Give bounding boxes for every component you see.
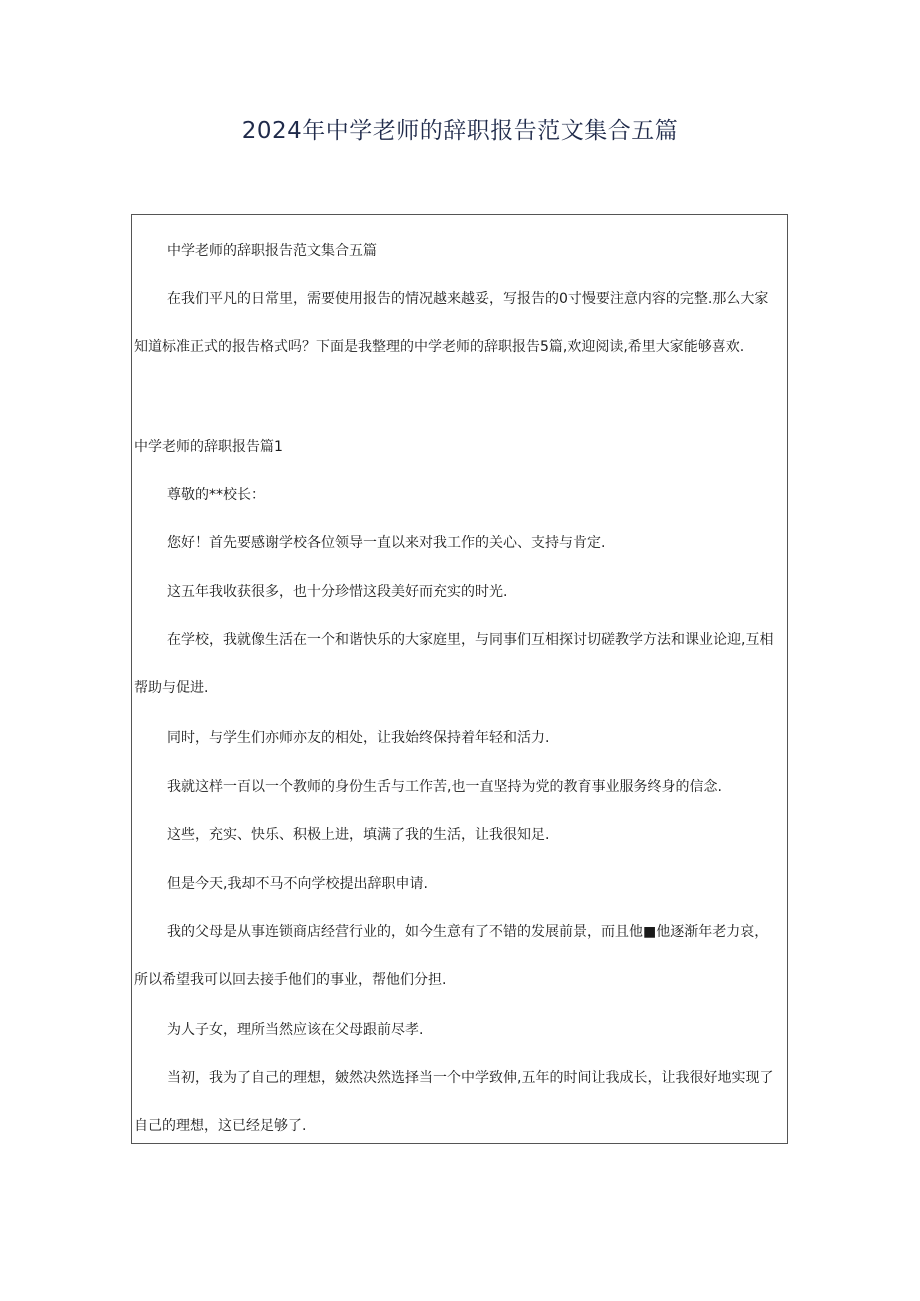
paragraph-greeting: 您好！首先要感谢学校各位领导一直以来对我工作的关心、支持与肯定. bbox=[167, 535, 606, 551]
paragraph-filial-duty: 为人子女，理所当然应该在父母跟前尽孝. bbox=[167, 1022, 424, 1038]
paragraph-teacher-identity: 我就这样一百以一个教师的身份生舌与工作苦,也一直坚持为党的教育事业服务终身的信念. bbox=[167, 779, 722, 795]
paragraph-parents: 我的父母是从事连锁商店经营行业的，如今生意有了不错的发展前景，而且他■他逐渐年老力哀，所以希望我可以回去接手他们的事业，帮他们分担. bbox=[134, 924, 769, 988]
paragraph-fulfillment: 这些，充实、快乐、积极上进，填满了我的生活，让我很知足. bbox=[167, 827, 550, 843]
section-heading-1: 中学老师的辞职报告篇1 bbox=[134, 439, 283, 455]
document-body-frame bbox=[131, 214, 788, 1144]
paragraph-students: 同时，与学生们亦师亦友的相处，让我始终保持着年轻和活力. bbox=[167, 730, 550, 746]
paragraph-salutation: 尊敬的**校长： bbox=[167, 487, 265, 503]
paragraph-school-life: 在学校，我就像生活在一个和谐快乐的大家庭里，与同事们互相探讨切磋教学方法和课业论迎,互相帮助与促进. bbox=[134, 632, 774, 696]
paragraph-intro: 在我们平凡的日常里，需要使用报告的情况越来越妥，写报告的0寸慢要注意内容的完整.那么大家知道标准正式的报告格式吗？下面是我整理的中学老师的辞职报告5篇,欢迎阅读,希里大家能够喜欢. bbox=[134, 291, 769, 355]
document-title: 2024年中学老师的辞职报告范文集合五篇 bbox=[241, 118, 679, 144]
paragraph-subtitle: 中学老师的辞职报告范文集合五篇 bbox=[167, 243, 377, 259]
paragraph-ideal: 当初，我为了自己的理想，皴然决然选择当一个中学致伸,五年的时间让我成长，让我很好地实现了自己的理想，这已经足够了. bbox=[134, 1070, 774, 1134]
paragraph-resignation: 但是今天,我却不马不向学校提出辞职申请. bbox=[167, 876, 428, 892]
paragraph-five-years: 这五年我收获很多，也十分珍惜这段美好而充实的时光. bbox=[167, 584, 508, 600]
